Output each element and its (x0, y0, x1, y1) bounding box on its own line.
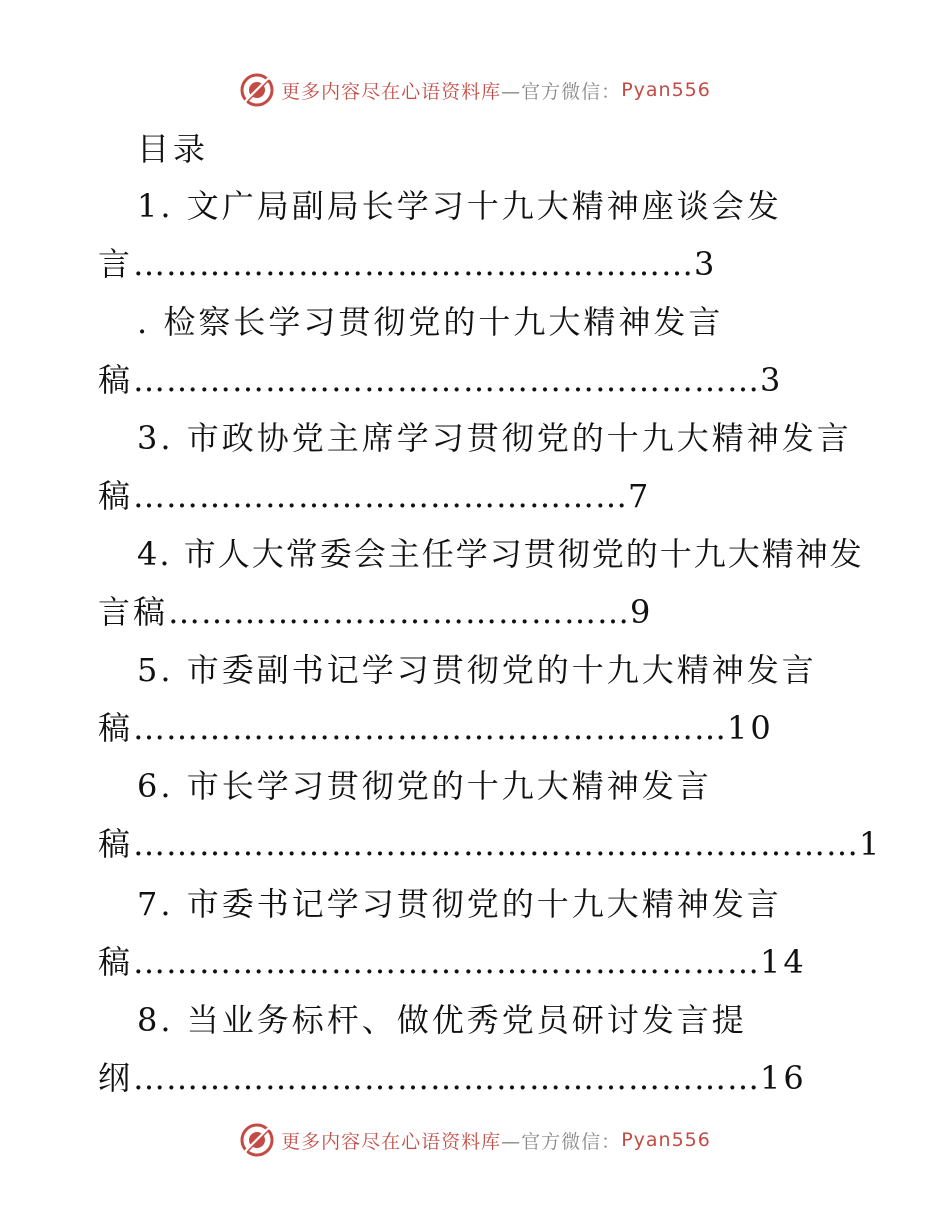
toc-entry-leader (98, 244, 717, 284)
toc-dots: …………………………………………… (133, 245, 695, 283)
pen-logo-icon (239, 72, 275, 108)
toc-page-number: 3 (760, 361, 784, 399)
toc-entry-leader (98, 942, 807, 982)
watermark-separator: —官方微信： (501, 80, 622, 103)
watermark-wechat-id: Pyan556 (621, 79, 711, 101)
toc-entry-tail: 稿 (98, 361, 134, 399)
toc-entry-tail: 纲 (98, 1059, 134, 1097)
toc-page-number: 3 (694, 245, 718, 283)
toc-entry-title: 3. 市政协党主席学习贯彻党的十九大精神发言 (137, 419, 852, 457)
toc-entry-tail: 稿 (98, 477, 134, 515)
toc-page-number: 14 (760, 943, 807, 981)
watermark-text: 更多内容尽在心语资料库 (281, 80, 502, 103)
toc-page-number: 1 (859, 825, 883, 863)
toc-entry-tail: 稿 (98, 825, 134, 863)
watermark-text: 更多内容尽在心语资料库 (281, 1130, 502, 1153)
toc-entry-title: 8. 当业务标杆、做优秀党员研讨发言提 (137, 1001, 747, 1039)
toc-entry-leader (98, 360, 783, 400)
pen-logo-icon (239, 1122, 275, 1158)
toc-page-number: 16 (760, 1059, 807, 1097)
footer-watermark (0, 1120, 950, 1160)
toc-dots: ………………………………………………… (133, 361, 761, 399)
toc-entry-leader (98, 1058, 807, 1098)
watermark-separator: —官方微信： (501, 1130, 622, 1153)
toc-dots: …………………………………… (168, 593, 631, 631)
toc-entry-tail: 稿 (98, 709, 134, 747)
toc-entry-title: 6. 市长学习贯彻党的十九大精神发言 (137, 767, 712, 805)
toc-dots: ……………………………………………… (133, 709, 728, 747)
toc-dots: ……………………………………… (133, 477, 629, 515)
toc-page-number: 9 (630, 593, 654, 631)
toc-dots: ………………………………………………… (133, 943, 761, 981)
toc-entry-title: 7. 市委书记学习贯彻党的十九大精神发言 (137, 885, 782, 923)
toc-entry-tail: 稿 (98, 943, 134, 981)
toc-dots: ………………………………………………… (133, 1059, 761, 1097)
toc-entry-tail: 言 (98, 245, 134, 283)
toc-entry-leader (98, 708, 774, 748)
toc-entry-title: 5. 市委副书记学习贯彻党的十九大精神发言 (137, 651, 817, 689)
toc-page-number: 7 (628, 477, 652, 515)
toc-dots: ………………………………………………………… (133, 825, 860, 863)
toc-entry-title: 4. 市人大常委会主任学习贯彻党的十九大精神发 (137, 535, 864, 573)
toc-title: 目录 (137, 130, 210, 168)
toc-page-number: 10 (727, 709, 774, 747)
toc-entry-title: 1. 文广局副局长学习十九大精神座谈会发 (137, 187, 782, 225)
watermark-wechat-id: Pyan556 (621, 1129, 711, 1151)
toc-entry-title: . 检察长学习贯彻党的十九大精神发言 (137, 303, 724, 341)
toc-entry-tail: 言稿 (98, 593, 169, 631)
toc-entry-leader (98, 476, 651, 516)
toc-entry-leader (98, 824, 882, 864)
header-watermark (0, 70, 950, 110)
toc-entry-leader (98, 592, 653, 632)
